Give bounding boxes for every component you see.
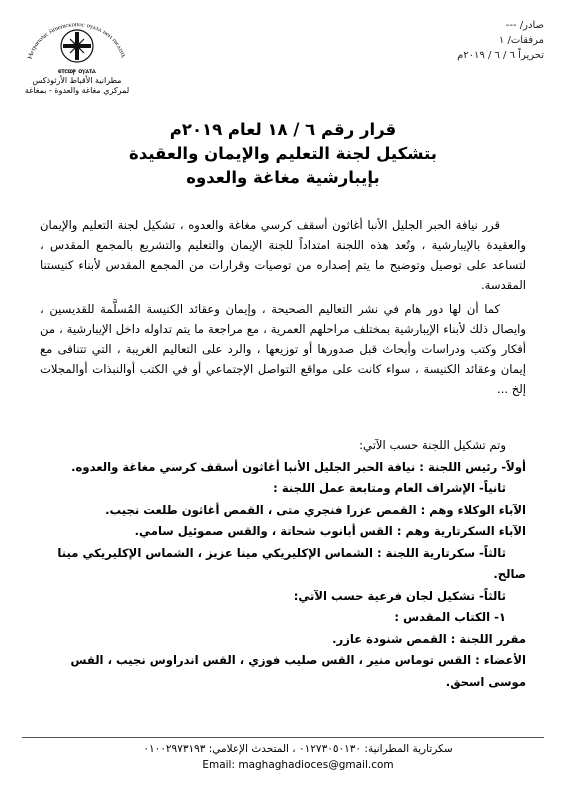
list-item-chair: أولاً- رئيس اللجنة : نيافة الحبر الجليل الأنبا أغاثون أسقف كرسي مغاغة والعدوه. xyxy=(71,459,526,474)
title-line-3: بإيبارشية مغاغة والعدوه xyxy=(186,168,380,187)
decision-title xyxy=(70,118,496,190)
bishopric-name: مطرانية الأقباط الأرثوذكس xyxy=(32,76,122,85)
issue-date: تحريراً ٦ / ٦ / ٢٠١٩م xyxy=(457,50,544,61)
footer-phones: سكرتارية المطرانية: ٠١٢٧٣٠٥٠١٣٠ ، المتحدث الإعلامي: ٠١٠٠٢٩٧٣١٩٣ xyxy=(143,743,453,755)
list-item-bible-rapporteur: مقرر اللجنة : القمص شنودة عازر. xyxy=(332,631,526,646)
list-item-bible-members-cont: موسى اسحق. xyxy=(445,674,526,689)
list-item-bible: ١- الكتاب المقدس : xyxy=(394,610,506,624)
decision-body xyxy=(40,215,526,399)
logo-name: ⲉⲧⲥⲱⲣ ⲟⲩⲁⲧⲁ xyxy=(58,66,96,75)
body-paragraph-1: قرر نيافة الحبر الجليل الأنبا أغاثون أسقف كرسي مغاغة والعدوه ، تشكيل لجنة التعليم والإيمان والعقيدة بالإيبارشية ، وتُعد هذه اللجنة امتداداً للجنة الإيمان والتعليم والتشريع بالمجمع المقدس ، لتساعد على توصيل وتوضيح ما يتم إصداره من توصيات وقرارات من المجمع المقدس لأبناء كنيستنا المقدسة. xyxy=(40,218,526,292)
list-item-bible-members: الأعضاء : القس توماس منير ، القس صليب فوزي ، القس اندراوس نجيب ، القس xyxy=(70,653,526,667)
list-item-subcommittees: ثالثاً- تشكيل لجان فرعية حسب الآتي: xyxy=(293,588,506,603)
list-item-committee-secretary: ثالثاً- سكرتارية اللجنة : الشماس الإكليريكي مينا عزيز ، الشماس الإكليريكي مينا xyxy=(57,545,506,560)
list-item-agents: الآباء الوكلاء وهم : القمص عزرا فنجري متى ، القمص أغاثون طلعت نجيب. xyxy=(105,502,526,517)
logo-arc-text: Ⲙⲉⲧⲣⲟⲡⲟⲗⲓⲥ ⲙ̀ⲡⲓⲉⲡⲓⲥⲕⲟⲡⲟⲥ ⲟⲩⲁⲧⲁ ⲛⲉⲙ ⲡⲓⲥⲁⲍⲏⲗ xyxy=(25,20,128,60)
cross-emblem-icon xyxy=(18,6,136,76)
list-item-supervision: ثانياً- الإشراف العام ومتابعة عمل اللجنة : xyxy=(273,481,506,495)
footer xyxy=(60,741,536,773)
footer-email: Email: maghaghadioces@gmail.com xyxy=(202,759,394,771)
list-item-secretaries: الآباء السكرتارية وهم : القس أبانوب شحاتة ، والقس صموئيل سامي. xyxy=(134,524,526,538)
attachments: مرفقات/ ١ xyxy=(498,35,544,46)
bishopric-logo xyxy=(18,6,136,98)
list-intro: وتم تشكيل اللجنة حسب الآتي: xyxy=(359,438,506,452)
title-line-1: قرار رقم ٦ / ١٨ لعام ٢٠١٩م xyxy=(169,120,397,139)
document-meta xyxy=(457,18,544,63)
footer-divider xyxy=(22,737,544,738)
body-paragraph-2: كما أن لها دور هام في نشر التعاليم الصحيحة ، وإيمان وعقائد الكنيسة المُسلَّمة للقديسين ، وايصال ذلك لأبناء الإيبارشية بمختلف مراحلهم العمرية ، مع مراجعة ما يتم تداوله داخل الإيبارشية ، من أفكار وكتب ودراسات وأبحاث قبل صدورها أو توزيعها ، والرد على التعاليم الغريبة ، التي تتنافى مع إيمان وعقائد الكنيسة ، سواء كانت على مواقع التواصل الإجتماعي أو في الكتب أوالنبذات أوالمجلات إلخ ... xyxy=(40,302,526,396)
committee-list xyxy=(40,435,526,693)
bishopric-subtitle: لمركزي مغاغة والعدوة - بمغاغة xyxy=(24,86,130,95)
issued-number: صادر/ --- xyxy=(505,20,544,31)
title-line-2: بتشكيل لجنة التعليم والإيمان والعقيدة xyxy=(129,144,437,163)
list-item-committee-secretary-cont: صالح. xyxy=(493,567,526,581)
